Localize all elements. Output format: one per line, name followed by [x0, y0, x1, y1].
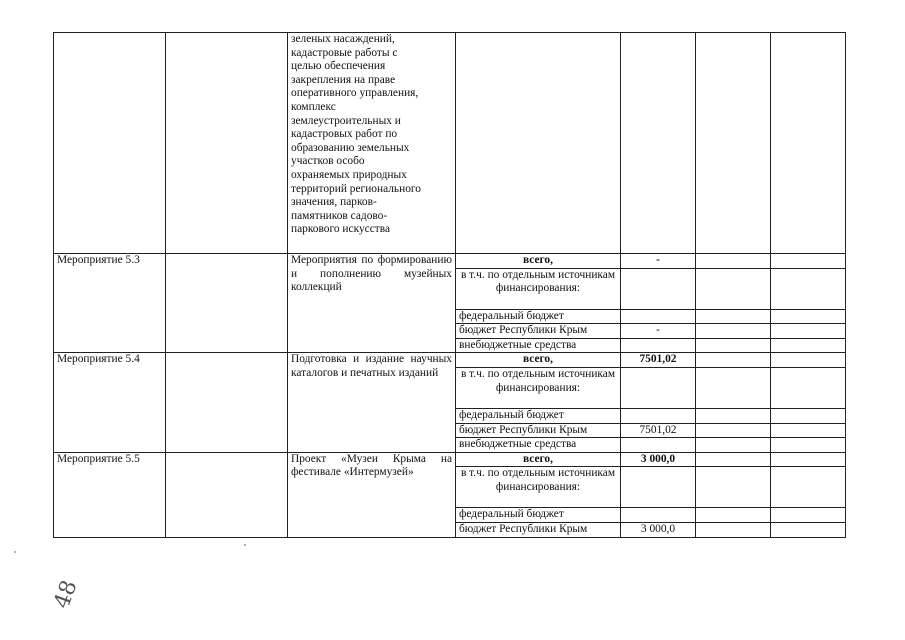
event-row: [54, 452, 846, 467]
source-total: всего,: [456, 353, 621, 368]
value-cell: [771, 408, 846, 423]
executor-cell: [166, 33, 288, 254]
value-cell: [621, 467, 696, 508]
name-line: оперативного управления,: [291, 87, 419, 100]
event-label: Мероприятие 5.3: [57, 254, 140, 266]
value-cell: [771, 353, 846, 368]
value-cell: [771, 452, 846, 467]
value-cell: [696, 309, 771, 324]
source-extrabudget: внебюджетные средства: [456, 438, 621, 453]
event-name: Проект «Музеи Крыма на фестивале «Интермузей»: [291, 452, 452, 479]
value-cell: [771, 423, 846, 438]
value-cell: [696, 254, 771, 269]
name-line: кадастровых работ по: [291, 128, 398, 141]
scan-speck: [14, 551, 16, 553]
source-extrabudget: внебюджетные средства: [456, 338, 621, 353]
value-cell: [771, 33, 846, 254]
value-cell: [696, 268, 771, 309]
event-row: [54, 254, 846, 269]
value-cell: [696, 438, 771, 453]
value-cell: [621, 33, 696, 254]
name-line: целью обеспечения: [291, 60, 386, 73]
value-cell: [621, 408, 696, 423]
value-cell: [771, 367, 846, 408]
event-name-cell: [288, 452, 456, 537]
continuation-row: [54, 33, 846, 254]
event-label: Мероприятие 5.4: [57, 353, 140, 366]
value-cell: [621, 508, 696, 523]
name-line: значения, парков-: [291, 196, 377, 209]
value-cell: [696, 508, 771, 523]
name-line: комплекс: [291, 100, 336, 113]
value-cell: [621, 438, 696, 453]
source-breakdown: в т.ч. по отдельным источникам финансирования:: [456, 268, 621, 309]
name-line: паркового искусства: [291, 223, 391, 236]
event-label-cell: [54, 452, 166, 537]
value-cell: [696, 452, 771, 467]
name-line: участков особо: [291, 155, 365, 168]
source-federal: федеральный бюджет: [456, 309, 621, 324]
source-regional: бюджет Республики Крым: [456, 522, 621, 537]
value-cell: [621, 309, 696, 324]
name-line: охраняемых природных: [291, 168, 407, 181]
name-line: закрепления на праве: [291, 73, 396, 86]
source-breakdown: в т.ч. по отдельным источникам финансирования:: [456, 467, 621, 508]
scan-speck: [244, 544, 246, 546]
source-cell: [456, 33, 621, 254]
name-line: образованию земельных: [291, 141, 410, 154]
event-label-cell: [54, 254, 166, 353]
source-regional: бюджет Республики Крым: [456, 423, 621, 438]
event-name-cell: [288, 33, 456, 254]
value-cell: [696, 324, 771, 339]
source-total: всего,: [456, 452, 621, 467]
event-cell: [54, 33, 166, 254]
value-cell: [771, 438, 846, 453]
name-line: территорий регионального: [291, 182, 421, 195]
value-total: 7501,02: [621, 353, 696, 368]
executor-cell: [166, 254, 288, 353]
value-cell: [696, 338, 771, 353]
name-line: зеленых насаждений,: [291, 33, 395, 45]
executor-cell: [166, 452, 288, 537]
handwritten-page-number: 48: [49, 577, 83, 612]
value-total: -: [621, 254, 696, 269]
value-cell: [696, 33, 771, 254]
value-cell: [771, 522, 846, 537]
value-cell: [696, 408, 771, 423]
value-cell: [621, 268, 696, 309]
event-name-cell: [288, 353, 456, 452]
name-line: кадастровые работы с: [291, 46, 398, 59]
event-row: [54, 353, 846, 368]
value-total: 3 000,0: [621, 452, 696, 467]
value-cell: [771, 467, 846, 508]
value-regional: 3 000,0: [621, 522, 696, 537]
name-line: землеустроительных и: [291, 114, 401, 127]
value-cell: [696, 353, 771, 368]
value-cell: [771, 268, 846, 309]
value-cell: [771, 254, 846, 269]
value-regional: -: [621, 324, 696, 339]
value-cell: [696, 367, 771, 408]
value-cell: [771, 309, 846, 324]
source-federal: федеральный бюджет: [456, 508, 621, 523]
value-cell: [621, 338, 696, 353]
value-cell: [771, 508, 846, 523]
event-label: Мероприятие 5.5: [57, 452, 140, 465]
source-federal: федеральный бюджет: [456, 408, 621, 423]
value-cell: [771, 324, 846, 339]
name-line: памятников садово-: [291, 209, 388, 222]
event-label-cell: [54, 353, 166, 452]
source-total: всего,: [456, 254, 621, 269]
source-regional: бюджет Республики Крым: [456, 324, 621, 339]
value-cell: [696, 467, 771, 508]
value-cell: [696, 522, 771, 537]
value-regional: 7501,02: [621, 423, 696, 438]
event-name-cell: [288, 254, 456, 353]
value-cell: [771, 338, 846, 353]
source-breakdown: в т.ч. по отдельным источникам финансирования:: [456, 367, 621, 408]
value-cell: [621, 367, 696, 408]
value-cell: [696, 423, 771, 438]
event-name: Мероприятия по формированию и пополнению музейных коллекций: [291, 254, 452, 294]
financing-table: [53, 32, 846, 538]
executor-cell: [166, 353, 288, 452]
event-name: Подготовка и издание научных каталогов и печатных изданий: [291, 353, 452, 379]
